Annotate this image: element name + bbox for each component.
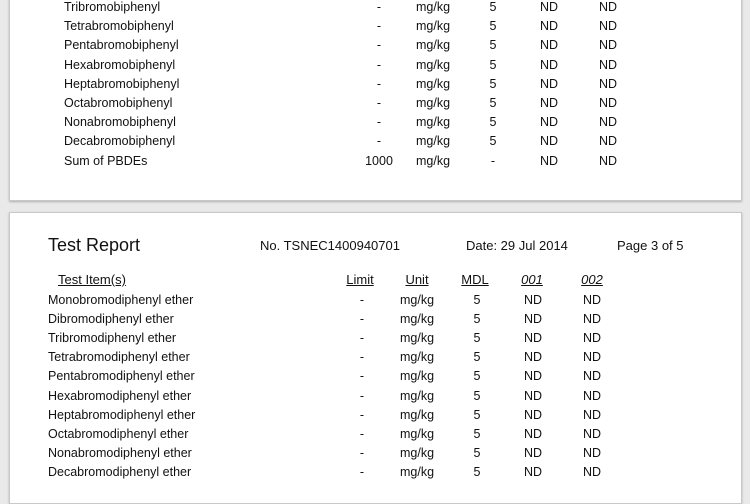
table-row [10, 329, 741, 348]
cell-unit: mg/kg [415, 57, 451, 72]
cell-sample-001: ND [539, 19, 559, 34]
cell-unit: mg/kg [415, 134, 451, 149]
cell-mdl: 5 [473, 330, 481, 345]
report-date: Date: 29 Jul 2014 [466, 238, 568, 253]
table-row [10, 463, 741, 482]
cell-sample-002: ND [598, 19, 618, 34]
cell-sample-001: ND [539, 38, 559, 53]
cell-sample-001: ND [539, 134, 559, 149]
cell-limit: - [376, 19, 382, 34]
cell-sample-002: ND [598, 96, 618, 110]
cell-limit: - [376, 38, 382, 53]
cell-sample-001: ND [523, 369, 543, 384]
cell-limit: - [359, 330, 365, 345]
cell-sample-002: ND [598, 76, 618, 91]
cell-sample-002: ND [598, 134, 618, 149]
cell-sample-001: ND [523, 388, 543, 403]
cell-sample-002: ND [582, 426, 602, 441]
cell-mdl: 5 [489, 19, 497, 34]
table-row [10, 17, 741, 36]
cell-limit: - [376, 96, 382, 110]
report-title: Test Report [48, 235, 141, 255]
cell-sample-002: ND [598, 38, 618, 53]
page-indicator: Page 3 of 5 [617, 238, 684, 253]
cell-sample-001: ND [523, 407, 543, 422]
cell-sample-001: ND [523, 446, 543, 461]
cell-test-item: Hexabromodiphenyl ether [48, 388, 192, 403]
cell-limit: - [376, 76, 382, 91]
cell-sample-002: ND [582, 292, 602, 307]
table-row [10, 132, 741, 151]
cell-test-item: Sum of PBDEs [64, 153, 148, 168]
cell-sample-002: ND [598, 115, 618, 130]
cell-limit: - [359, 292, 365, 307]
cell-mdl: 5 [489, 57, 497, 72]
cell-test-item: Octabromodiphenyl ether [48, 426, 189, 441]
table-row [10, 425, 741, 444]
cell-mdl: 5 [473, 369, 481, 384]
cell-test-item: Decabromodiphenyl ether [48, 465, 192, 480]
table-row [10, 113, 741, 132]
cell-unit: mg/kg [415, 19, 451, 34]
cell-test-item: Nonabromodiphenyl ether [48, 446, 192, 461]
table-row [10, 56, 741, 75]
cell-mdl: 5 [473, 407, 481, 422]
cell-sample-002: ND [582, 369, 602, 384]
cell-limit: - [359, 426, 365, 441]
cell-limit: - [376, 57, 382, 72]
cell-test-item: Tetrabromobiphenyl [64, 19, 174, 34]
table-row [10, 348, 741, 367]
cell-unit: mg/kg [415, 76, 451, 91]
cell-mdl: 5 [489, 76, 497, 91]
cell-unit: mg/kg [399, 311, 435, 326]
cell-sample-001: ND [539, 76, 559, 91]
cell-mdl: 5 [473, 388, 481, 403]
cell-limit: - [359, 465, 365, 480]
table-row [10, 291, 741, 310]
cell-mdl: 5 [473, 292, 481, 307]
cell-sample-001: ND [523, 465, 543, 480]
cell-sample-002: ND [582, 446, 602, 461]
cell-limit: 1000 [365, 153, 393, 168]
cell-limit: - [359, 388, 365, 403]
table-row [10, 36, 741, 55]
cell-test-item: Pentabromobiphenyl [64, 38, 179, 53]
header-sample-001: 001 [521, 272, 543, 287]
cell-test-item: Pentabromodiphenyl ether [48, 369, 195, 384]
cell-mdl: 5 [473, 426, 481, 441]
table-row [10, 310, 741, 329]
table-row [10, 444, 741, 463]
header-test-items: Test Item(s) [58, 272, 126, 287]
cell-sample-002: ND [598, 57, 618, 72]
cell-test-item: Heptabromodiphenyl ether [48, 407, 196, 422]
cell-limit: - [359, 407, 365, 422]
cell-mdl: 5 [473, 311, 481, 326]
cell-test-item: Heptabromobiphenyl [64, 76, 180, 91]
cell-sample-001: ND [539, 96, 559, 110]
cell-sample-001: ND [539, 0, 559, 14]
cell-limit: - [376, 134, 382, 149]
cell-unit: mg/kg [399, 407, 435, 422]
cell-test-item: Decabromobiphenyl [64, 134, 176, 149]
cell-sample-002: ND [598, 0, 618, 14]
cell-sample-001: ND [523, 330, 543, 345]
cell-test-item: Tribromodiphenyl ether [48, 330, 177, 345]
cell-sample-001: ND [523, 426, 543, 441]
cell-limit: - [359, 446, 365, 461]
cell-test-item: Nonabromobiphenyl [64, 115, 176, 130]
report-number: No. TSNEC1400940701 [260, 238, 400, 253]
cell-mdl: 5 [489, 115, 497, 130]
table-row [10, 152, 741, 171]
table-row [10, 94, 741, 113]
cell-test-item: Octabromobiphenyl [64, 96, 173, 110]
cell-limit: - [376, 115, 382, 130]
cell-test-item: Tribromobiphenyl [64, 0, 161, 14]
cell-unit: mg/kg [399, 465, 435, 480]
cell-unit: mg/kg [399, 350, 435, 365]
cell-unit: mg/kg [399, 426, 435, 441]
cell-limit: - [359, 350, 365, 365]
cell-mdl: 5 [489, 38, 497, 53]
cell-unit: mg/kg [399, 292, 435, 307]
cell-sample-002: ND [582, 350, 602, 365]
cell-unit: mg/kg [399, 388, 435, 403]
table-row [10, 367, 741, 386]
cell-mdl: 5 [489, 0, 497, 14]
cell-sample-001: ND [523, 292, 543, 307]
cell-mdl: 5 [489, 134, 497, 149]
cell-unit: mg/kg [415, 153, 451, 168]
cell-test-item: Dibromodiphenyl ether [48, 311, 174, 326]
cell-limit: - [376, 0, 382, 14]
cell-sample-002: ND [582, 465, 602, 480]
cell-unit: mg/kg [415, 115, 451, 130]
cell-mdl: 5 [473, 350, 481, 365]
table-row [10, 387, 741, 406]
cell-unit: mg/kg [415, 0, 451, 14]
header-unit: Unit [405, 272, 429, 287]
cell-sample-002: ND [582, 407, 602, 422]
cell-sample-002: ND [582, 388, 602, 403]
header-limit: Limit [346, 272, 374, 287]
cell-unit: mg/kg [415, 38, 451, 53]
cell-test-item: Monobromodiphenyl ether [48, 292, 194, 307]
table-row [10, 0, 741, 17]
table-row [10, 406, 741, 425]
table-row [10, 75, 741, 94]
cell-sample-001: ND [523, 350, 543, 365]
cell-sample-002: ND [598, 153, 618, 168]
cell-limit: - [359, 369, 365, 384]
cell-mdl: 5 [489, 96, 497, 110]
cell-mdl: 5 [473, 465, 481, 480]
cell-sample-001: ND [539, 57, 559, 72]
cell-sample-001: ND [539, 153, 559, 168]
cell-mdl: - [490, 153, 496, 168]
cell-test-item: Tetrabromodiphenyl ether [48, 350, 190, 365]
cell-mdl: 5 [473, 446, 481, 461]
cell-sample-001: ND [539, 115, 559, 130]
cell-sample-002: ND [582, 330, 602, 345]
cell-sample-002: ND [582, 311, 602, 326]
header-mdl: MDL [461, 272, 489, 287]
report-page-2 [9, 0, 742, 201]
cell-unit: mg/kg [399, 446, 435, 461]
cell-sample-001: ND [523, 311, 543, 326]
cell-unit: mg/kg [415, 96, 451, 110]
header-sample-002: 002 [581, 272, 603, 287]
cell-test-item: Hexabromobiphenyl [64, 57, 176, 72]
cell-unit: mg/kg [399, 330, 435, 345]
cell-unit: mg/kg [399, 369, 435, 384]
cell-limit: - [359, 311, 365, 326]
report-page-3 [9, 212, 742, 504]
